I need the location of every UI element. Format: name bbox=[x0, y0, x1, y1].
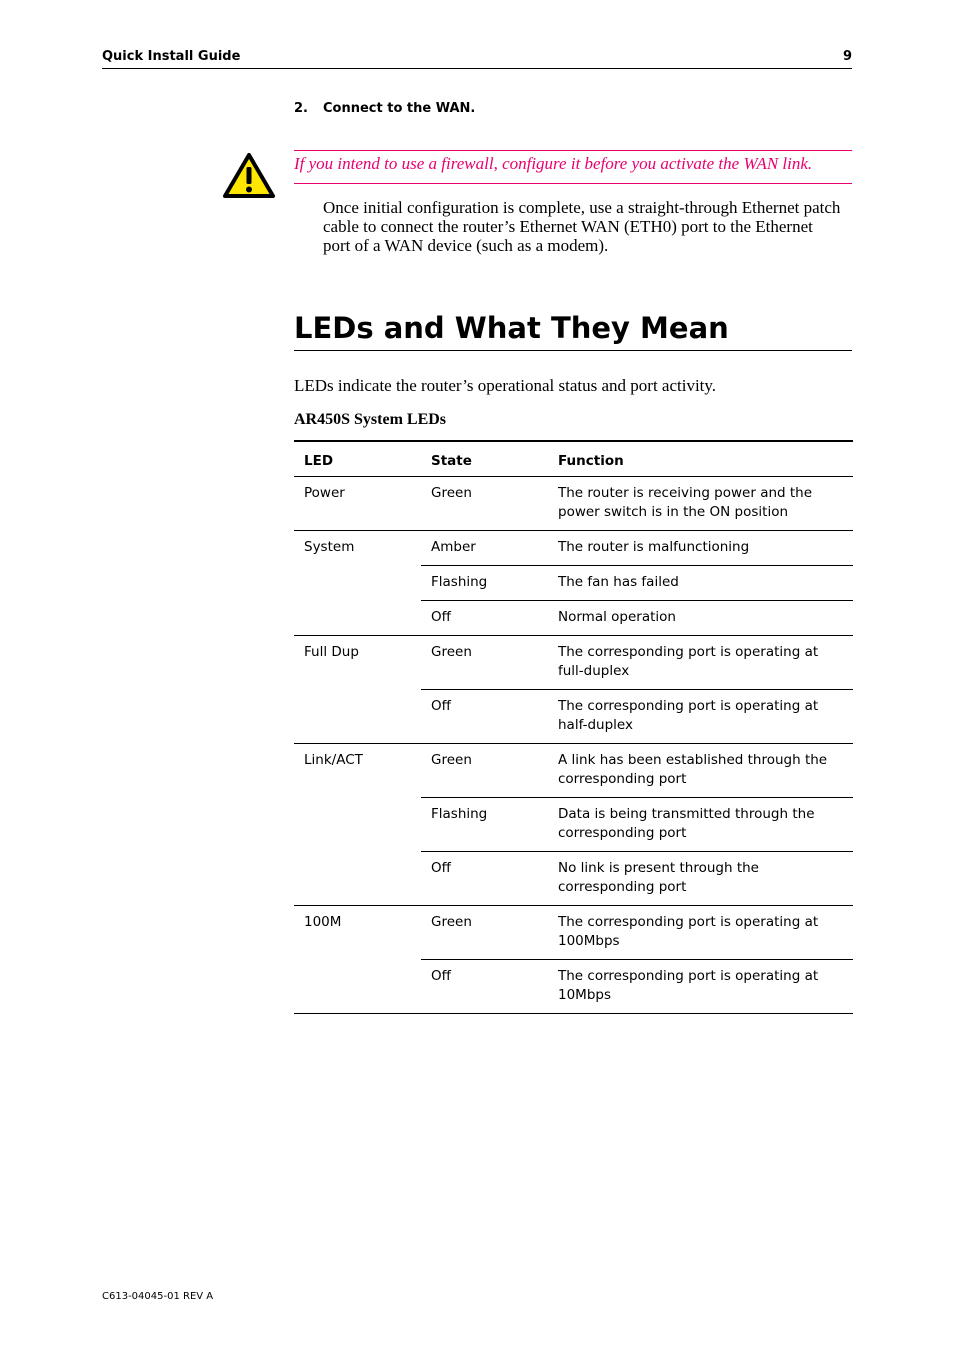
state-cell: Green bbox=[431, 485, 472, 501]
led-cell: 100M bbox=[294, 906, 421, 960]
state-cell: Off bbox=[421, 690, 548, 744]
led-cell: Power bbox=[304, 485, 345, 501]
led-cell: System bbox=[294, 531, 421, 566]
column-header-led: LED bbox=[294, 441, 421, 477]
led-cell bbox=[294, 798, 421, 852]
state-cell: Off bbox=[421, 960, 548, 1014]
state-cell: Green bbox=[421, 744, 548, 798]
state-cell: Green bbox=[421, 906, 548, 960]
state-cell: Green bbox=[421, 636, 548, 690]
state-cell: Off bbox=[421, 852, 548, 906]
function-cell: Data is being transmitted through the corresponding port bbox=[548, 798, 853, 852]
state-cell: Flashing bbox=[421, 566, 548, 601]
section-title: LEDs and What They Mean bbox=[294, 311, 729, 345]
caution-box bbox=[294, 150, 852, 184]
led-cell: Full Dup bbox=[294, 636, 421, 690]
section-heading bbox=[294, 311, 852, 351]
step-heading bbox=[294, 101, 475, 116]
led-cell bbox=[294, 566, 421, 601]
function-cell: The corresponding port is operating at full-duplex bbox=[548, 636, 853, 690]
led-cell: Link/ACT bbox=[294, 744, 421, 798]
section-intro: LEDs indicate the router’s operational status and port activity. bbox=[294, 376, 717, 395]
wan-paragraph: Once initial configuration is complete, use a straight-through Ethernet patch cable to connect the router’s Ethernet WAN (ETH0) port to the Ethernet port of a WAN device (such as a modem). bbox=[323, 198, 841, 255]
table-row bbox=[294, 852, 853, 906]
function-cell: The fan has failed bbox=[548, 566, 853, 601]
column-header-state: State bbox=[421, 441, 548, 477]
table-row bbox=[294, 690, 853, 744]
table-row bbox=[294, 960, 853, 1014]
column-header-function: Function bbox=[548, 441, 853, 477]
header-title: Quick Install Guide bbox=[102, 49, 241, 64]
function-cell: The router is receiving power and the power switch is in the ON position bbox=[558, 485, 813, 520]
warning-triangle-icon bbox=[222, 152, 276, 200]
caution-text: If you intend to use a firewall, configure it before you activate the WAN link. bbox=[294, 154, 813, 173]
function-cell: The corresponding port is operating at half-duplex bbox=[548, 690, 853, 744]
page-number: 9 bbox=[842, 49, 852, 64]
table-row bbox=[294, 636, 853, 690]
table-row bbox=[294, 744, 853, 798]
state-cell: Flashing bbox=[421, 798, 548, 852]
table-row bbox=[294, 601, 853, 636]
function-cell: The corresponding port is operating at 100Mbps bbox=[548, 906, 853, 960]
led-cell bbox=[294, 690, 421, 744]
led-cell bbox=[294, 852, 421, 906]
function-cell: A link has been established through the corresponding port bbox=[548, 744, 853, 798]
table-row bbox=[294, 477, 853, 531]
led-cell bbox=[294, 960, 421, 1014]
led-cell bbox=[294, 601, 421, 636]
table-header-row bbox=[294, 441, 853, 477]
function-cell: The corresponding port is operating at 10Mbps bbox=[548, 960, 853, 1014]
table-caption: AR450S System LEDs bbox=[294, 411, 447, 428]
document-code: C613-04045-01 REV A bbox=[102, 1291, 214, 1302]
function-cell: Normal operation bbox=[548, 601, 853, 636]
function-cell: The router is malfunctioning bbox=[548, 531, 853, 566]
page-header bbox=[102, 48, 852, 69]
step-number: 2. bbox=[294, 101, 308, 116]
state-cell: Off bbox=[421, 601, 548, 636]
table-row bbox=[294, 531, 853, 566]
table-row bbox=[294, 566, 853, 601]
function-cell: No link is present through the corresponding port bbox=[548, 852, 853, 906]
state-cell: Amber bbox=[421, 531, 548, 566]
led-table bbox=[294, 440, 853, 1014]
table-row bbox=[294, 798, 853, 852]
step-text: Connect to the WAN. bbox=[323, 101, 476, 116]
table-row bbox=[294, 906, 853, 960]
